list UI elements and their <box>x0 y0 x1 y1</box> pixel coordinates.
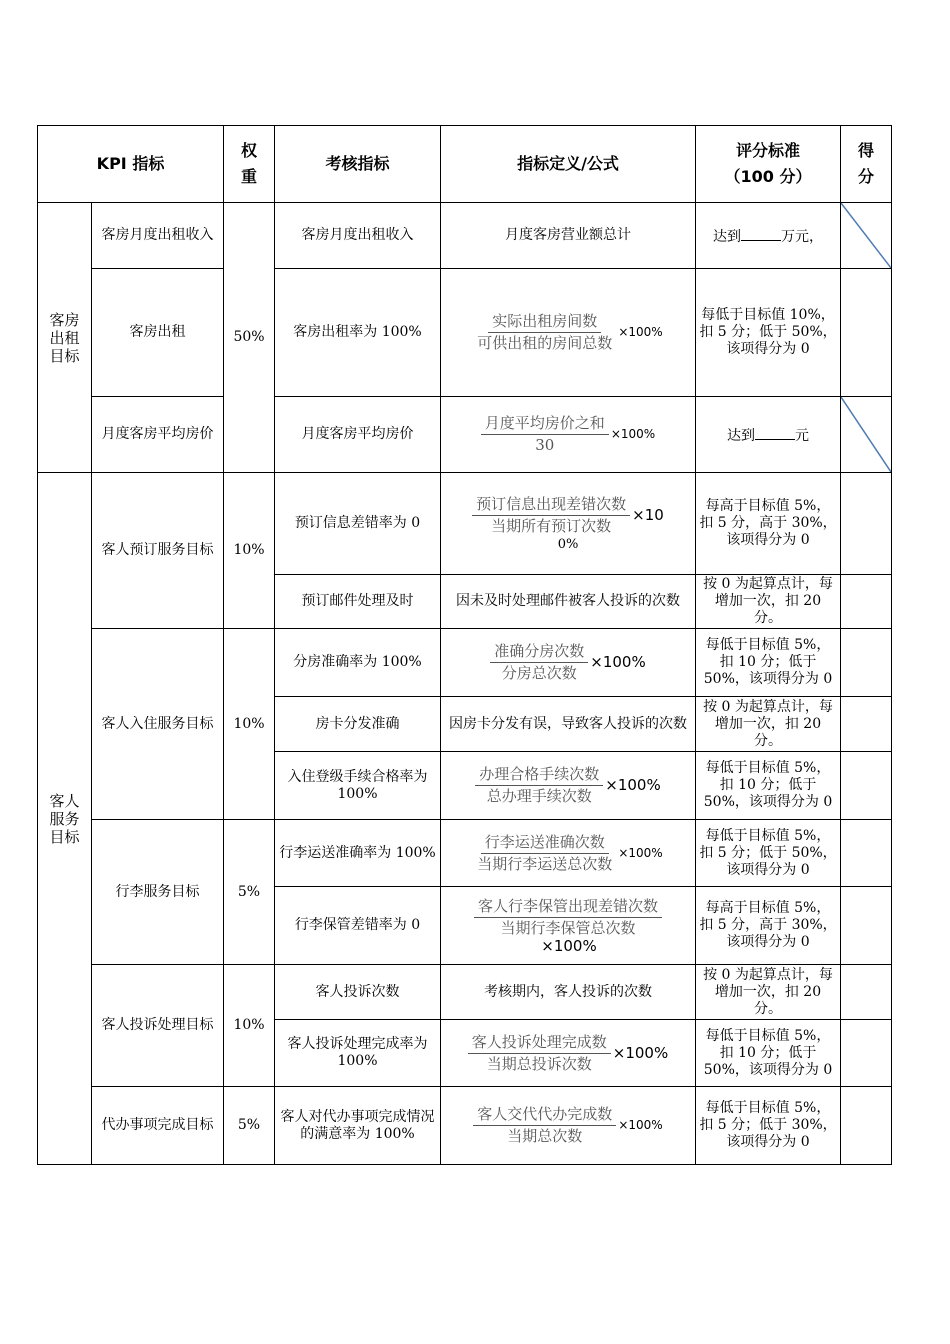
scoring-cell: 每低于目标值 5%，扣 5 分；低于 50%，该项得分为 0 <box>696 820 841 887</box>
table-row <box>38 1087 892 1165</box>
table-row <box>38 269 892 397</box>
formula-cell <box>441 1087 696 1165</box>
header-definition: 指标定义/公式 <box>441 126 696 203</box>
metric-cell: 客人投诉处理完成率为 100% <box>275 1020 441 1087</box>
fraction-formula: $\frac{\text{准确分房次数}}{\text{分房总次数}}$ ×100% <box>490 642 645 683</box>
header-kpi: KPI 指标 <box>38 126 224 203</box>
definition-cell: 月度客房营业额总计 <box>441 203 696 269</box>
sub-indicator: 客人入住服务目标 <box>92 629 224 820</box>
weight-cell: 10% <box>224 629 275 820</box>
score-cell <box>841 697 892 752</box>
sub-indicator: 月度客房平均房价 <box>92 397 224 473</box>
scoring-cell: 达到 元 <box>696 397 841 473</box>
header-scoring: 评分标准 （100 分） <box>696 126 841 203</box>
table-row <box>38 965 892 1020</box>
weight-cell: 5% <box>224 820 275 965</box>
scoring-cell: 每低于目标值 10%，扣 5 分；低于 50%，该项得分为 0 <box>696 269 841 397</box>
metric-cell: 行李运送准确率为 100% <box>275 820 441 887</box>
table-row <box>38 473 892 575</box>
table-row <box>38 820 892 887</box>
metric-cell: 行李保管差错率为 0 <box>275 887 441 965</box>
formula-cell <box>441 887 696 965</box>
weight-cell: 5% <box>224 1087 275 1165</box>
fraction-formula: $\frac{\text{月度平均房价之和}}{30}$ ×100% <box>481 414 655 455</box>
score-cell <box>841 629 892 697</box>
formula-cell <box>441 269 696 397</box>
metric-cell: 入住登级手续合格率为 100% <box>275 752 441 820</box>
scoring-cell: 每高于目标值 5%，扣 5 分，高于 30%，该项得分为 0 <box>696 473 841 575</box>
score-cell <box>841 820 892 887</box>
scoring-cell: 每低于目标值 5%，扣 10 分；低于 50%，该项得分为 0 <box>696 629 841 697</box>
fill-blank <box>755 425 795 440</box>
formula-cell <box>441 397 696 473</box>
scoring-cell: 按 0 为起算点计，每增加一次，扣 20 分。 <box>696 575 841 629</box>
diagonal-line <box>841 203 891 268</box>
scoring-cell: 每低于目标值 5%，扣 10 分；低于 50%，该项得分为 0 <box>696 1020 841 1087</box>
fraction-formula: $\frac{\text{客人投诉处理完成数}}{\text{当期总投诉次数}}$ ×100% <box>468 1033 668 1074</box>
scoring-cell: 每低于目标值 5%，扣 10 分；低于 50%，该项得分为 0 <box>696 752 841 820</box>
scoring-cell: 按 0 为起算点计，每增加一次，扣 20 分。 <box>696 697 841 752</box>
metric-cell: 客房月度出租收入 <box>275 203 441 269</box>
definition-cell: 考核期内，客人投诉的次数 <box>441 965 696 1020</box>
table-row <box>38 203 892 269</box>
group-rental: 客房出租目标 <box>38 203 92 473</box>
table-row <box>38 629 892 697</box>
metric-cell: 预订邮件处理及时 <box>275 575 441 629</box>
sub-indicator: 客房月度出租收入 <box>92 203 224 269</box>
score-cell <box>841 397 892 473</box>
kpi-table <box>37 125 892 1165</box>
fraction-formula: $\frac{\text{实际出租房间数}}{\text{可供出租的房间总数}}$ ×100% <box>477 312 663 352</box>
score-cell <box>841 752 892 820</box>
metric-cell: 客人投诉次数 <box>275 965 441 1020</box>
definition-cell: 因房卡分发有误，导致客人投诉的次数 <box>441 697 696 752</box>
formula-cell: $\frac{\text{预订信息出现差错次数}}{\text{当期所有预订次数}}$ ×10 0% <box>441 473 696 575</box>
fill-blank <box>741 226 781 241</box>
scoring-cell: 按 0 为起算点计，每增加一次，扣 20 分。 <box>696 965 841 1020</box>
score-cell <box>841 269 892 397</box>
header-row <box>38 126 892 203</box>
score-cell <box>841 203 892 269</box>
sub-indicator: 客房出租 <box>92 269 224 397</box>
formula-cell <box>441 752 696 820</box>
metric-cell: 预订信息差错率为 0 <box>275 473 441 575</box>
formula-cell <box>441 820 696 887</box>
fraction-formula: $\frac{\text{办理合格手续次数}}{\text{总办理手续次数}}$ ×100% <box>475 765 660 806</box>
header-metric: 考核指标 <box>275 126 441 203</box>
metric-cell: 客房出租率为 100% <box>275 269 441 397</box>
metric-cell: 房卡分发准确 <box>275 697 441 752</box>
score-cell <box>841 1020 892 1087</box>
table-row <box>38 397 892 473</box>
fraction-formula: $\frac{\text{行李运送准确次数}}{\text{当期行李运送总次数}}$ ×100% <box>477 832 663 873</box>
formula-cell <box>441 1020 696 1087</box>
scoring-cell: 每低于目标值 5%，扣 5 分；低于 30%，该项得分为 0 <box>696 1087 841 1165</box>
score-cell <box>841 887 892 965</box>
metric-cell: 分房准确率为 100% <box>275 629 441 697</box>
sub-indicator: 客人预订服务目标 <box>92 473 224 629</box>
scoring-cell: 每高于目标值 5%，扣 5 分，高于 30%，该项得分为 0 <box>696 887 841 965</box>
formula-cell <box>441 629 696 697</box>
group-service: 客人服务目标 <box>38 473 92 1165</box>
fraction-formula: $\frac{\text{预订信息出现差错次数}}{\text{当期所有预订次数}}$ ×10 <box>472 495 664 536</box>
sub-indicator: 代办事项完成目标 <box>92 1087 224 1165</box>
weight-cell: 50% <box>224 203 275 473</box>
score-cell <box>841 965 892 1020</box>
weight-cell: 10% <box>224 965 275 1087</box>
diagonal-line <box>841 397 891 472</box>
metric-cell: 月度客房平均房价 <box>275 397 441 473</box>
definition-cell: 因未及时处理邮件被客人投诉的次数 <box>441 575 696 629</box>
weight-cell: 10% <box>224 473 275 629</box>
scoring-cell: 达到 万元， <box>696 203 841 269</box>
sub-indicator: 客人投诉处理目标 <box>92 965 224 1087</box>
score-cell <box>841 473 892 575</box>
score-cell <box>841 1087 892 1165</box>
fraction-formula: $\frac{\text{客人交代代办完成数}}{\text{当期总次数}}$ ×100% <box>473 1105 662 1146</box>
header-score: 得分 <box>841 126 892 203</box>
header-weight: 权重 <box>224 126 275 203</box>
fraction-formula: $\frac{\text{客人行李保管出现差错次数}}{\text{当期行李保管总次数}}$ ×100% <box>444 897 692 955</box>
sub-indicator: 行李服务目标 <box>92 820 224 965</box>
score-cell <box>841 575 892 629</box>
metric-cell: 客人对代办事项完成情况的满意率为 100% <box>275 1087 441 1165</box>
